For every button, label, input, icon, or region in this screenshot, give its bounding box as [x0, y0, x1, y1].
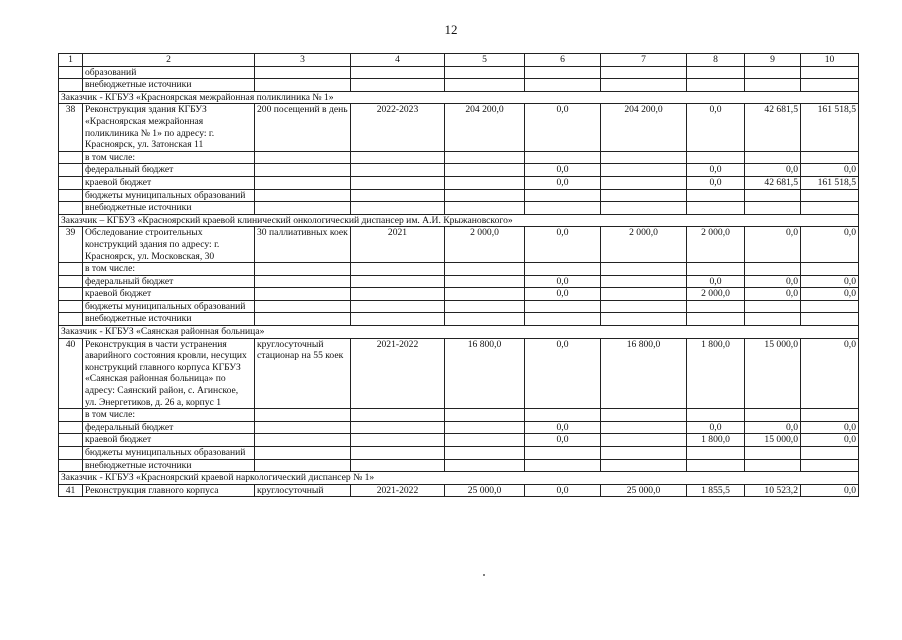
value-col9	[745, 66, 801, 79]
row-number	[59, 164, 83, 177]
value-col10: 161 518,5	[801, 176, 859, 189]
value-col10	[801, 263, 859, 276]
customer-row	[59, 326, 859, 339]
funding-source-label: краевой бюджет	[83, 434, 255, 447]
customer-label: Заказчик – КГБУЗ «Красноярский краевой клинический онкологический диспансер им. А.И. Крыжановского»	[59, 214, 859, 227]
value-col10: 161 518,5	[801, 104, 859, 151]
funding-source-label: образований	[83, 66, 255, 79]
empty-cell	[351, 79, 445, 92]
value-col9: 0,0	[745, 275, 801, 288]
empty-cell	[445, 459, 525, 472]
empty-cell	[445, 164, 525, 177]
funding-source-label: федеральный бюджет	[83, 275, 255, 288]
funding-source-label: краевой бюджет	[83, 176, 255, 189]
empty-cell	[601, 275, 687, 288]
empty-cell	[351, 189, 445, 202]
row-number	[59, 300, 83, 313]
row-number: 40	[59, 338, 83, 409]
empty-cell	[255, 447, 351, 460]
value-col9	[745, 189, 801, 202]
header-cell: 7	[601, 54, 687, 67]
customer-label: Заказчик - КГБУЗ «Красноярская межрайонная поликлиника № 1»	[59, 91, 859, 104]
project-capacity: круглосуточный стационар на 55 коек	[255, 338, 351, 409]
project-row	[59, 227, 859, 263]
funding-source-row	[59, 164, 859, 177]
empty-cell	[445, 79, 525, 92]
funding-source-row	[59, 202, 859, 215]
empty-cell	[445, 189, 525, 202]
value-col8	[687, 459, 745, 472]
header-row	[59, 54, 859, 67]
value-col7: 2 000,0	[601, 227, 687, 263]
value-col8: 1 800,0	[687, 338, 745, 409]
value-col6	[525, 189, 601, 202]
value-col6: 0,0	[525, 434, 601, 447]
row-number	[59, 288, 83, 301]
value-col9	[745, 202, 801, 215]
value-col9: 15 000,0	[745, 434, 801, 447]
project-row	[59, 338, 859, 409]
value-col8	[687, 447, 745, 460]
project-capacity: 200 посещений в день	[255, 104, 351, 151]
value-col10	[801, 459, 859, 472]
value-col9: 15 000,0	[745, 338, 801, 409]
row-number	[59, 421, 83, 434]
value-col9	[745, 151, 801, 164]
value-col6	[525, 447, 601, 460]
empty-cell	[351, 66, 445, 79]
value-col9: 10 523,2	[745, 484, 801, 497]
empty-cell	[601, 434, 687, 447]
value-col9: 0,0	[745, 288, 801, 301]
empty-cell	[255, 164, 351, 177]
funding-source-row	[59, 409, 859, 422]
empty-cell	[601, 447, 687, 460]
funding-source-label: федеральный бюджет	[83, 421, 255, 434]
empty-cell	[601, 459, 687, 472]
funding-source-label: внебюджетные источники	[83, 79, 255, 92]
value-col8	[687, 189, 745, 202]
value-col6: 0,0	[525, 421, 601, 434]
empty-cell	[351, 409, 445, 422]
empty-cell	[601, 202, 687, 215]
value-col6: 0,0	[525, 288, 601, 301]
value-col8	[687, 79, 745, 92]
value-col8: 0,0	[687, 421, 745, 434]
value-col9	[745, 263, 801, 276]
total-cost: 204 200,0	[445, 104, 525, 151]
empty-cell	[255, 275, 351, 288]
customer-row	[59, 214, 859, 227]
empty-cell	[255, 409, 351, 422]
empty-cell	[445, 66, 525, 79]
project-row	[59, 104, 859, 151]
empty-cell	[255, 263, 351, 276]
empty-cell	[601, 189, 687, 202]
value-col9	[745, 459, 801, 472]
empty-cell	[255, 434, 351, 447]
value-col9: 0,0	[745, 227, 801, 263]
value-col10: 0,0	[801, 421, 859, 434]
value-col8	[687, 300, 745, 313]
funding-source-row	[59, 447, 859, 460]
empty-cell	[601, 263, 687, 276]
funding-source-row	[59, 300, 859, 313]
value-col10: 0,0	[801, 288, 859, 301]
value-col9: 0,0	[745, 164, 801, 177]
empty-cell	[445, 263, 525, 276]
customer-label: Заказчик - КГБУЗ «Красноярский краевой наркологический диспансер № 1»	[59, 472, 859, 485]
value-col6	[525, 202, 601, 215]
value-col9	[745, 447, 801, 460]
empty-cell	[255, 202, 351, 215]
empty-cell	[445, 300, 525, 313]
header-cell: 2	[83, 54, 255, 67]
funding-source-label: краевой бюджет	[83, 288, 255, 301]
row-number: 39	[59, 227, 83, 263]
value-col6: 0,0	[525, 338, 601, 409]
value-col9	[745, 79, 801, 92]
empty-cell	[351, 151, 445, 164]
empty-cell	[601, 288, 687, 301]
empty-cell	[351, 459, 445, 472]
value-col6	[525, 79, 601, 92]
funding-source-row	[59, 434, 859, 447]
value-col8	[687, 202, 745, 215]
empty-cell	[255, 459, 351, 472]
funding-source-label: в том числе:	[83, 151, 255, 164]
project-period: 2021-2022	[351, 484, 445, 497]
empty-cell	[445, 313, 525, 326]
project-period: 2021	[351, 227, 445, 263]
value-col8	[687, 263, 745, 276]
value-col7: 204 200,0	[601, 104, 687, 151]
total-cost: 2 000,0	[445, 227, 525, 263]
funding-source-label: внебюджетные источники	[83, 459, 255, 472]
funding-source-row	[59, 189, 859, 202]
value-col8	[687, 66, 745, 79]
empty-cell	[445, 434, 525, 447]
header-cell: 6	[525, 54, 601, 67]
project-name: Реконструкция главного корпуса	[83, 484, 255, 497]
empty-cell	[445, 275, 525, 288]
empty-cell	[351, 288, 445, 301]
total-cost: 16 800,0	[445, 338, 525, 409]
empty-cell	[445, 202, 525, 215]
empty-cell	[351, 300, 445, 313]
project-name: Реконструкция в части устранения аварийного состояния кровли, несущих конструкций главного корпуса КГБУЗ «Саянская районная больница» по адресу: Саянский район, с. Агинское, ул. Энергетиков, д. 26 а, корпус 1	[83, 338, 255, 409]
value-col9: 42 681,5	[745, 104, 801, 151]
empty-cell	[601, 79, 687, 92]
empty-cell	[351, 202, 445, 215]
row-number: 41	[59, 484, 83, 497]
value-col10: 0,0	[801, 227, 859, 263]
value-col9: 0,0	[745, 421, 801, 434]
empty-cell	[445, 176, 525, 189]
value-col10: 0,0	[801, 484, 859, 497]
empty-cell	[255, 313, 351, 326]
empty-cell	[445, 151, 525, 164]
value-col10: 0,0	[801, 338, 859, 409]
value-col8: 1 800,0	[687, 434, 745, 447]
value-col8: 2 000,0	[687, 227, 745, 263]
empty-cell	[351, 313, 445, 326]
project-period: 2022-2023	[351, 104, 445, 151]
funding-source-row	[59, 313, 859, 326]
customer-row	[59, 472, 859, 485]
value-col10	[801, 313, 859, 326]
value-col8: 0,0	[687, 176, 745, 189]
empty-cell	[445, 288, 525, 301]
value-col6	[525, 66, 601, 79]
empty-cell	[255, 66, 351, 79]
funding-source-label: федеральный бюджет	[83, 164, 255, 177]
value-col6	[525, 459, 601, 472]
value-col8: 0,0	[687, 275, 745, 288]
project-capacity: круглосуточный	[255, 484, 351, 497]
empty-cell	[445, 421, 525, 434]
funding-source-label: бюджеты муниципальных образований	[83, 189, 255, 202]
empty-cell	[351, 176, 445, 189]
value-col9	[745, 313, 801, 326]
funding-source-label: внебюджетные источники	[83, 313, 255, 326]
value-col10	[801, 300, 859, 313]
header-cell: 10	[801, 54, 859, 67]
row-number	[59, 313, 83, 326]
empty-cell	[255, 176, 351, 189]
project-row	[59, 484, 859, 497]
value-col8	[687, 151, 745, 164]
row-number	[59, 151, 83, 164]
value-col10	[801, 409, 859, 422]
row-number	[59, 176, 83, 189]
funding-source-row	[59, 263, 859, 276]
empty-cell	[601, 176, 687, 189]
value-col9: 42 681,5	[745, 176, 801, 189]
value-col8: 0,0	[687, 104, 745, 151]
header-cell: 3	[255, 54, 351, 67]
empty-cell	[351, 275, 445, 288]
empty-cell	[255, 189, 351, 202]
header-cell: 9	[745, 54, 801, 67]
funding-source-row	[59, 459, 859, 472]
value-col6: 0,0	[525, 275, 601, 288]
value-col6	[525, 409, 601, 422]
value-col6	[525, 263, 601, 276]
funding-source-row	[59, 288, 859, 301]
value-col8: 1 855,5	[687, 484, 745, 497]
budget-table	[58, 53, 859, 497]
value-col9	[745, 409, 801, 422]
row-number: 38	[59, 104, 83, 151]
value-col8	[687, 313, 745, 326]
empty-cell	[601, 164, 687, 177]
value-col6	[525, 313, 601, 326]
row-number	[59, 434, 83, 447]
value-col10	[801, 79, 859, 92]
empty-cell	[351, 434, 445, 447]
value-col10	[801, 151, 859, 164]
funding-source-row	[59, 421, 859, 434]
value-col10: 0,0	[801, 434, 859, 447]
row-number	[59, 263, 83, 276]
funding-source-row	[59, 176, 859, 189]
value-col10	[801, 447, 859, 460]
empty-cell	[601, 66, 687, 79]
funding-source-row	[59, 66, 859, 79]
row-number	[59, 79, 83, 92]
value-col10	[801, 202, 859, 215]
empty-cell	[351, 421, 445, 434]
row-number	[59, 409, 83, 422]
funding-source-row	[59, 275, 859, 288]
value-col10: 0,0	[801, 164, 859, 177]
value-col10: 0,0	[801, 275, 859, 288]
row-number	[59, 202, 83, 215]
value-col9	[745, 300, 801, 313]
empty-cell	[255, 421, 351, 434]
row-number	[59, 189, 83, 202]
value-col6	[525, 300, 601, 313]
value-col10	[801, 189, 859, 202]
empty-cell	[255, 300, 351, 313]
value-col6: 0,0	[525, 484, 601, 497]
empty-cell	[255, 79, 351, 92]
funding-source-row	[59, 79, 859, 92]
empty-cell	[351, 164, 445, 177]
table-body	[59, 54, 859, 497]
row-number	[59, 275, 83, 288]
empty-cell	[601, 421, 687, 434]
project-period: 2021-2022	[351, 338, 445, 409]
value-col8: 2 000,0	[687, 288, 745, 301]
empty-cell	[601, 151, 687, 164]
funding-source-label: в том числе:	[83, 263, 255, 276]
header-cell: 1	[59, 54, 83, 67]
funding-source-label: бюджеты муниципальных образований	[83, 300, 255, 313]
total-cost: 25 000,0	[445, 484, 525, 497]
empty-cell	[445, 447, 525, 460]
value-col6: 0,0	[525, 227, 601, 263]
value-col10	[801, 66, 859, 79]
row-number	[59, 447, 83, 460]
empty-cell	[601, 300, 687, 313]
project-capacity: 30 паллиативных коек	[255, 227, 351, 263]
value-col8	[687, 409, 745, 422]
customer-row	[59, 91, 859, 104]
value-col6: 0,0	[525, 104, 601, 151]
value-col7: 25 000,0	[601, 484, 687, 497]
empty-cell	[351, 263, 445, 276]
empty-cell	[601, 409, 687, 422]
value-col7: 16 800,0	[601, 338, 687, 409]
funding-source-row	[59, 151, 859, 164]
scan-speck	[483, 574, 485, 576]
empty-cell	[351, 447, 445, 460]
value-col6	[525, 151, 601, 164]
value-col8: 0,0	[687, 164, 745, 177]
header-cell: 8	[687, 54, 745, 67]
customer-label: Заказчик - КГБУЗ «Саянская районная больница»	[59, 326, 859, 339]
project-name: Обследование строительных конструкций здания по адресу: г. Красноярск, ул. Московская, 30	[83, 227, 255, 263]
funding-source-label: в том числе:	[83, 409, 255, 422]
page-number: 12	[444, 22, 458, 37]
empty-cell	[601, 313, 687, 326]
value-col6: 0,0	[525, 176, 601, 189]
empty-cell	[445, 409, 525, 422]
row-number	[59, 459, 83, 472]
empty-cell	[255, 151, 351, 164]
header-cell: 5	[445, 54, 525, 67]
funding-source-label: бюджеты муниципальных образований	[83, 447, 255, 460]
value-col6: 0,0	[525, 164, 601, 177]
row-number	[59, 66, 83, 79]
header-cell: 4	[351, 54, 445, 67]
empty-cell	[255, 288, 351, 301]
project-name: Реконструкция здания КГБУЗ «Красноярская межрайонная поликлиника № 1» по адресу: г. Красноярск, ул. Затонская 11	[83, 104, 255, 151]
funding-source-label: внебюджетные источники	[83, 202, 255, 215]
